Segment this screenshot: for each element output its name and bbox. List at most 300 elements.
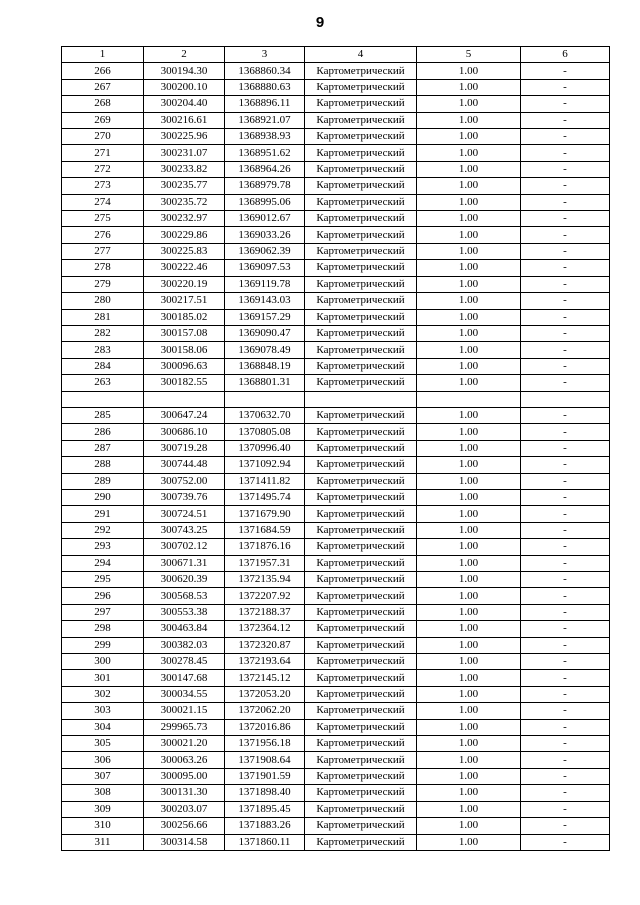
x-coordinate-cell: 300647.24: [144, 407, 225, 423]
x-coordinate-cell: 300225.96: [144, 129, 225, 145]
x-coordinate-cell: 300194.30: [144, 63, 225, 79]
table-row: [62, 276, 610, 292]
note-cell: -: [521, 588, 610, 604]
accuracy-cell: 1.00: [417, 621, 521, 637]
accuracy-cell: 1.00: [417, 637, 521, 653]
method-cell: Картометрический: [305, 79, 417, 95]
y-coordinate-cell: 1372016.86: [225, 719, 305, 735]
note-cell: [521, 391, 610, 407]
table-row: [62, 424, 610, 440]
y-coordinate-cell: 1368995.06: [225, 194, 305, 210]
x-coordinate-cell: 300220.19: [144, 276, 225, 292]
y-coordinate-cell: 1369062.39: [225, 243, 305, 259]
method-cell: Картометрический: [305, 112, 417, 128]
x-coordinate-cell: 300719.28: [144, 440, 225, 456]
table-body: [62, 63, 610, 851]
accuracy-cell: 1.00: [417, 129, 521, 145]
accuracy-cell: 1.00: [417, 161, 521, 177]
table-row: [62, 211, 610, 227]
note-cell: -: [521, 63, 610, 79]
method-cell: Картометрический: [305, 227, 417, 243]
table-row: [62, 63, 610, 79]
point-number-cell: 310: [62, 818, 144, 834]
note-cell: -: [521, 161, 610, 177]
method-cell: Картометрический: [305, 654, 417, 670]
table-row: [62, 325, 610, 341]
accuracy-cell: 1.00: [417, 785, 521, 801]
y-coordinate-cell: 1372320.87: [225, 637, 305, 653]
accuracy-cell: 1.00: [417, 572, 521, 588]
y-coordinate-cell: 1371495.74: [225, 489, 305, 505]
x-coordinate-cell: 300200.10: [144, 79, 225, 95]
y-coordinate-cell: 1369119.78: [225, 276, 305, 292]
accuracy-cell: 1.00: [417, 686, 521, 702]
table-row: [62, 473, 610, 489]
page-number: 9: [315, 14, 325, 31]
note-cell: -: [521, 293, 610, 309]
method-cell: Картометрический: [305, 243, 417, 259]
x-coordinate-cell: 300203.07: [144, 801, 225, 817]
table-row: [62, 293, 610, 309]
y-coordinate-cell: 1371679.90: [225, 506, 305, 522]
accuracy-cell: 1.00: [417, 293, 521, 309]
point-number-cell: 307: [62, 768, 144, 784]
point-number-cell: [62, 391, 144, 407]
x-coordinate-cell: 300382.03: [144, 637, 225, 653]
x-coordinate-cell: 300131.30: [144, 785, 225, 801]
y-coordinate-cell: 1372364.12: [225, 621, 305, 637]
x-coordinate-cell: 300702.12: [144, 539, 225, 555]
y-coordinate-cell: 1371092.94: [225, 457, 305, 473]
x-coordinate-cell: 300686.10: [144, 424, 225, 440]
x-coordinate-cell: 300021.15: [144, 703, 225, 719]
method-cell: Картометрический: [305, 342, 417, 358]
accuracy-cell: 1.00: [417, 112, 521, 128]
accuracy-cell: 1.00: [417, 522, 521, 538]
x-coordinate-cell: 299965.73: [144, 719, 225, 735]
method-cell: Картометрический: [305, 752, 417, 768]
method-cell: Картометрический: [305, 145, 417, 161]
table-row: [62, 555, 610, 571]
method-cell: Картометрический: [305, 637, 417, 653]
point-number-cell: 293: [62, 539, 144, 555]
method-cell: Картометрический: [305, 96, 417, 112]
note-cell: -: [521, 670, 610, 686]
point-number-cell: 296: [62, 588, 144, 604]
method-cell: Картометрический: [305, 555, 417, 571]
method-cell: Картометрический: [305, 424, 417, 440]
method-cell: Картометрический: [305, 358, 417, 374]
accuracy-cell: 1.00: [417, 342, 521, 358]
x-coordinate-cell: 300233.82: [144, 161, 225, 177]
y-coordinate-cell: 1369078.49: [225, 342, 305, 358]
method-cell: Картометрический: [305, 407, 417, 423]
point-number-cell: 274: [62, 194, 144, 210]
x-coordinate-cell: [144, 391, 225, 407]
x-coordinate-cell: 300278.45: [144, 654, 225, 670]
method-cell: Картометрический: [305, 801, 417, 817]
accuracy-cell: 1.00: [417, 834, 521, 850]
accuracy-cell: 1.00: [417, 752, 521, 768]
note-cell: -: [521, 79, 610, 95]
method-cell: Картометрический: [305, 178, 417, 194]
y-coordinate-cell: 1369012.67: [225, 211, 305, 227]
accuracy-cell: 1.00: [417, 440, 521, 456]
table-row: [62, 572, 610, 588]
method-cell: Картометрический: [305, 473, 417, 489]
note-cell: -: [521, 555, 610, 571]
point-number-cell: 302: [62, 686, 144, 702]
method-cell: Картометрический: [305, 834, 417, 850]
y-coordinate-cell: 1371876.16: [225, 539, 305, 555]
point-number-cell: 277: [62, 243, 144, 259]
x-coordinate-cell: 300185.02: [144, 309, 225, 325]
accuracy-cell: 1.00: [417, 506, 521, 522]
point-number-cell: 263: [62, 375, 144, 391]
method-cell: Картометрический: [305, 375, 417, 391]
point-number-cell: 287: [62, 440, 144, 456]
point-number-cell: 285: [62, 407, 144, 423]
accuracy-cell: 1.00: [417, 424, 521, 440]
note-cell: -: [521, 768, 610, 784]
accuracy-cell: 1.00: [417, 145, 521, 161]
note-cell: -: [521, 752, 610, 768]
y-coordinate-cell: 1369157.29: [225, 309, 305, 325]
table-row: [62, 604, 610, 620]
note-cell: -: [521, 440, 610, 456]
accuracy-cell: 1.00: [417, 719, 521, 735]
point-number-cell: 267: [62, 79, 144, 95]
method-cell: Картометрический: [305, 588, 417, 604]
accuracy-cell: 1.00: [417, 358, 521, 374]
note-cell: -: [521, 736, 610, 752]
x-coordinate-cell: 300217.51: [144, 293, 225, 309]
point-number-cell: 292: [62, 522, 144, 538]
accuracy-cell: 1.00: [417, 194, 521, 210]
table-row: [62, 112, 610, 128]
point-number-cell: 268: [62, 96, 144, 112]
x-coordinate-cell: 300063.26: [144, 752, 225, 768]
y-coordinate-cell: 1370632.70: [225, 407, 305, 423]
method-cell: Картометрический: [305, 309, 417, 325]
table-row: [62, 489, 610, 505]
table-row: [62, 309, 610, 325]
table-row: [62, 522, 610, 538]
point-number-cell: 275: [62, 211, 144, 227]
method-cell: Картометрический: [305, 129, 417, 145]
y-coordinate-cell: 1368921.07: [225, 112, 305, 128]
note-cell: -: [521, 112, 610, 128]
y-coordinate-cell: 1371684.59: [225, 522, 305, 538]
accuracy-cell: 1.00: [417, 588, 521, 604]
note-cell: -: [521, 654, 610, 670]
y-coordinate-cell: 1372188.37: [225, 604, 305, 620]
method-cell: Картометрический: [305, 785, 417, 801]
table-row: [62, 637, 610, 653]
point-number-cell: 283: [62, 342, 144, 358]
point-number-cell: 284: [62, 358, 144, 374]
x-coordinate-cell: 300463.84: [144, 621, 225, 637]
method-cell: Картометрический: [305, 703, 417, 719]
table-row: [62, 818, 610, 834]
note-cell: -: [521, 309, 610, 325]
x-coordinate-cell: 300216.61: [144, 112, 225, 128]
y-coordinate-cell: 1368938.93: [225, 129, 305, 145]
y-coordinate-cell: 1371895.45: [225, 801, 305, 817]
y-coordinate-cell: 1370805.08: [225, 424, 305, 440]
x-coordinate-cell: 300739.76: [144, 489, 225, 505]
x-coordinate-cell: 300620.39: [144, 572, 225, 588]
y-coordinate-cell: 1371901.59: [225, 768, 305, 784]
x-coordinate-cell: 300671.31: [144, 555, 225, 571]
accuracy-cell: 1.00: [417, 555, 521, 571]
table-row: [62, 358, 610, 374]
method-cell: Картометрический: [305, 686, 417, 702]
y-coordinate-cell: 1368860.34: [225, 63, 305, 79]
column-header-3: 3: [225, 47, 305, 63]
x-coordinate-cell: 300096.63: [144, 358, 225, 374]
note-cell: -: [521, 325, 610, 341]
method-cell: Картометрический: [305, 768, 417, 784]
note-cell: -: [521, 818, 610, 834]
table-row: [62, 342, 610, 358]
method-cell: Картометрический: [305, 457, 417, 473]
x-coordinate-cell: 300235.77: [144, 178, 225, 194]
accuracy-cell: 1.00: [417, 473, 521, 489]
accuracy-cell: 1.00: [417, 539, 521, 555]
point-number-cell: 298: [62, 621, 144, 637]
table-row: [62, 686, 610, 702]
note-cell: -: [521, 243, 610, 259]
accuracy-cell: 1.00: [417, 768, 521, 784]
note-cell: -: [521, 506, 610, 522]
point-number-cell: 290: [62, 489, 144, 505]
point-number-cell: 288: [62, 457, 144, 473]
y-coordinate-cell: 1370996.40: [225, 440, 305, 456]
table-row: [62, 178, 610, 194]
x-coordinate-cell: 300235.72: [144, 194, 225, 210]
point-number-cell: 305: [62, 736, 144, 752]
accuracy-cell: 1.00: [417, 325, 521, 341]
table-row: [62, 752, 610, 768]
note-cell: -: [521, 342, 610, 358]
method-cell: Картометрический: [305, 539, 417, 555]
x-coordinate-cell: 300553.38: [144, 604, 225, 620]
accuracy-cell: 1.00: [417, 457, 521, 473]
y-coordinate-cell: 1369097.53: [225, 260, 305, 276]
table-row: [62, 260, 610, 276]
coordinates-table: [61, 46, 610, 851]
method-cell: [305, 391, 417, 407]
note-cell: -: [521, 604, 610, 620]
column-header-1: 1: [62, 47, 144, 63]
method-cell: Картометрический: [305, 260, 417, 276]
table-row: [62, 194, 610, 210]
point-number-cell: 286: [62, 424, 144, 440]
method-cell: Картометрический: [305, 818, 417, 834]
y-coordinate-cell: 1369090.47: [225, 325, 305, 341]
table-row: [62, 539, 610, 555]
note-cell: -: [521, 801, 610, 817]
table-row: [62, 227, 610, 243]
note-cell: -: [521, 522, 610, 538]
x-coordinate-cell: 300256.66: [144, 818, 225, 834]
accuracy-cell: 1.00: [417, 818, 521, 834]
y-coordinate-cell: 1368964.26: [225, 161, 305, 177]
x-coordinate-cell: 300158.06: [144, 342, 225, 358]
note-cell: -: [521, 473, 610, 489]
accuracy-cell: 1.00: [417, 654, 521, 670]
x-coordinate-cell: 300231.07: [144, 145, 225, 161]
point-number-cell: 295: [62, 572, 144, 588]
accuracy-cell: 1.00: [417, 375, 521, 391]
table-row: [62, 719, 610, 735]
note-cell: -: [521, 457, 610, 473]
y-coordinate-cell: 1372135.94: [225, 572, 305, 588]
note-cell: -: [521, 375, 610, 391]
accuracy-cell: 1.00: [417, 211, 521, 227]
note-cell: -: [521, 178, 610, 194]
note-cell: -: [521, 145, 610, 161]
y-coordinate-cell: 1371860.11: [225, 834, 305, 850]
note-cell: -: [521, 227, 610, 243]
table-row: [62, 506, 610, 522]
method-cell: Картометрический: [305, 276, 417, 292]
point-number-cell: 301: [62, 670, 144, 686]
table-row: [62, 621, 610, 637]
note-cell: -: [521, 637, 610, 653]
accuracy-cell: [417, 391, 521, 407]
point-number-cell: 300: [62, 654, 144, 670]
note-cell: -: [521, 703, 610, 719]
accuracy-cell: 1.00: [417, 178, 521, 194]
method-cell: Картометрический: [305, 440, 417, 456]
y-coordinate-cell: 1368951.62: [225, 145, 305, 161]
y-coordinate-cell: 1372062.20: [225, 703, 305, 719]
table-row: [62, 407, 610, 423]
accuracy-cell: 1.00: [417, 670, 521, 686]
point-number-cell: 282: [62, 325, 144, 341]
y-coordinate-cell: 1372053.20: [225, 686, 305, 702]
table-row: [62, 703, 610, 719]
y-coordinate-cell: 1372145.12: [225, 670, 305, 686]
column-header-6: 6: [521, 47, 610, 63]
table-row: [62, 96, 610, 112]
point-number-cell: 291: [62, 506, 144, 522]
table-row: [62, 375, 610, 391]
accuracy-cell: 1.00: [417, 227, 521, 243]
column-header-5: 5: [417, 47, 521, 63]
accuracy-cell: 1.00: [417, 276, 521, 292]
point-number-cell: 271: [62, 145, 144, 161]
point-number-cell: 272: [62, 161, 144, 177]
accuracy-cell: 1.00: [417, 703, 521, 719]
x-coordinate-cell: 300568.53: [144, 588, 225, 604]
y-coordinate-cell: 1371411.82: [225, 473, 305, 489]
y-coordinate-cell: 1369143.03: [225, 293, 305, 309]
y-coordinate-cell: 1368848.19: [225, 358, 305, 374]
method-cell: Картометрический: [305, 572, 417, 588]
accuracy-cell: 1.00: [417, 63, 521, 79]
y-coordinate-cell: 1369033.26: [225, 227, 305, 243]
point-number-cell: 294: [62, 555, 144, 571]
note-cell: -: [521, 129, 610, 145]
note-cell: -: [521, 621, 610, 637]
x-coordinate-cell: 300724.51: [144, 506, 225, 522]
table-row: [62, 145, 610, 161]
x-coordinate-cell: 300147.68: [144, 670, 225, 686]
accuracy-cell: 1.00: [417, 407, 521, 423]
note-cell: -: [521, 211, 610, 227]
note-cell: -: [521, 785, 610, 801]
point-number-cell: 273: [62, 178, 144, 194]
point-number-cell: 269: [62, 112, 144, 128]
point-number-cell: 297: [62, 604, 144, 620]
method-cell: Картометрический: [305, 604, 417, 620]
point-number-cell: 304: [62, 719, 144, 735]
table-row: [62, 243, 610, 259]
note-cell: -: [521, 358, 610, 374]
note-cell: -: [521, 489, 610, 505]
accuracy-cell: 1.00: [417, 96, 521, 112]
point-number-cell: 276: [62, 227, 144, 243]
x-coordinate-cell: 300034.55: [144, 686, 225, 702]
x-coordinate-cell: 300182.55: [144, 375, 225, 391]
column-header-4: 4: [305, 47, 417, 63]
method-cell: Картометрический: [305, 719, 417, 735]
x-coordinate-cell: 300743.25: [144, 522, 225, 538]
y-coordinate-cell: 1371883.26: [225, 818, 305, 834]
y-coordinate-cell: 1371956.18: [225, 736, 305, 752]
point-number-cell: 308: [62, 785, 144, 801]
x-coordinate-cell: 300225.83: [144, 243, 225, 259]
x-coordinate-cell: 300229.86: [144, 227, 225, 243]
x-coordinate-cell: 300095.00: [144, 768, 225, 784]
method-cell: Картометрический: [305, 194, 417, 210]
table-row: [62, 391, 610, 407]
method-cell: Картометрический: [305, 293, 417, 309]
method-cell: Картометрический: [305, 325, 417, 341]
table-row: [62, 654, 610, 670]
table-row: [62, 785, 610, 801]
method-cell: Картометрический: [305, 522, 417, 538]
point-number-cell: 311: [62, 834, 144, 850]
note-cell: -: [521, 260, 610, 276]
method-cell: Картометрический: [305, 506, 417, 522]
point-number-cell: 278: [62, 260, 144, 276]
note-cell: -: [521, 539, 610, 555]
accuracy-cell: 1.00: [417, 79, 521, 95]
y-coordinate-cell: 1371957.31: [225, 555, 305, 571]
accuracy-cell: 1.00: [417, 801, 521, 817]
table-row: [62, 834, 610, 850]
y-coordinate-cell: [225, 391, 305, 407]
x-coordinate-cell: 300314.58: [144, 834, 225, 850]
table-header-row: [62, 47, 610, 63]
x-coordinate-cell: 300021.20: [144, 736, 225, 752]
table-row: [62, 457, 610, 473]
note-cell: -: [521, 96, 610, 112]
note-cell: -: [521, 719, 610, 735]
table-row: [62, 129, 610, 145]
method-cell: Картометрический: [305, 161, 417, 177]
x-coordinate-cell: 300222.46: [144, 260, 225, 276]
accuracy-cell: 1.00: [417, 736, 521, 752]
method-cell: Картометрический: [305, 489, 417, 505]
point-number-cell: 281: [62, 309, 144, 325]
accuracy-cell: 1.00: [417, 604, 521, 620]
point-number-cell: 279: [62, 276, 144, 292]
